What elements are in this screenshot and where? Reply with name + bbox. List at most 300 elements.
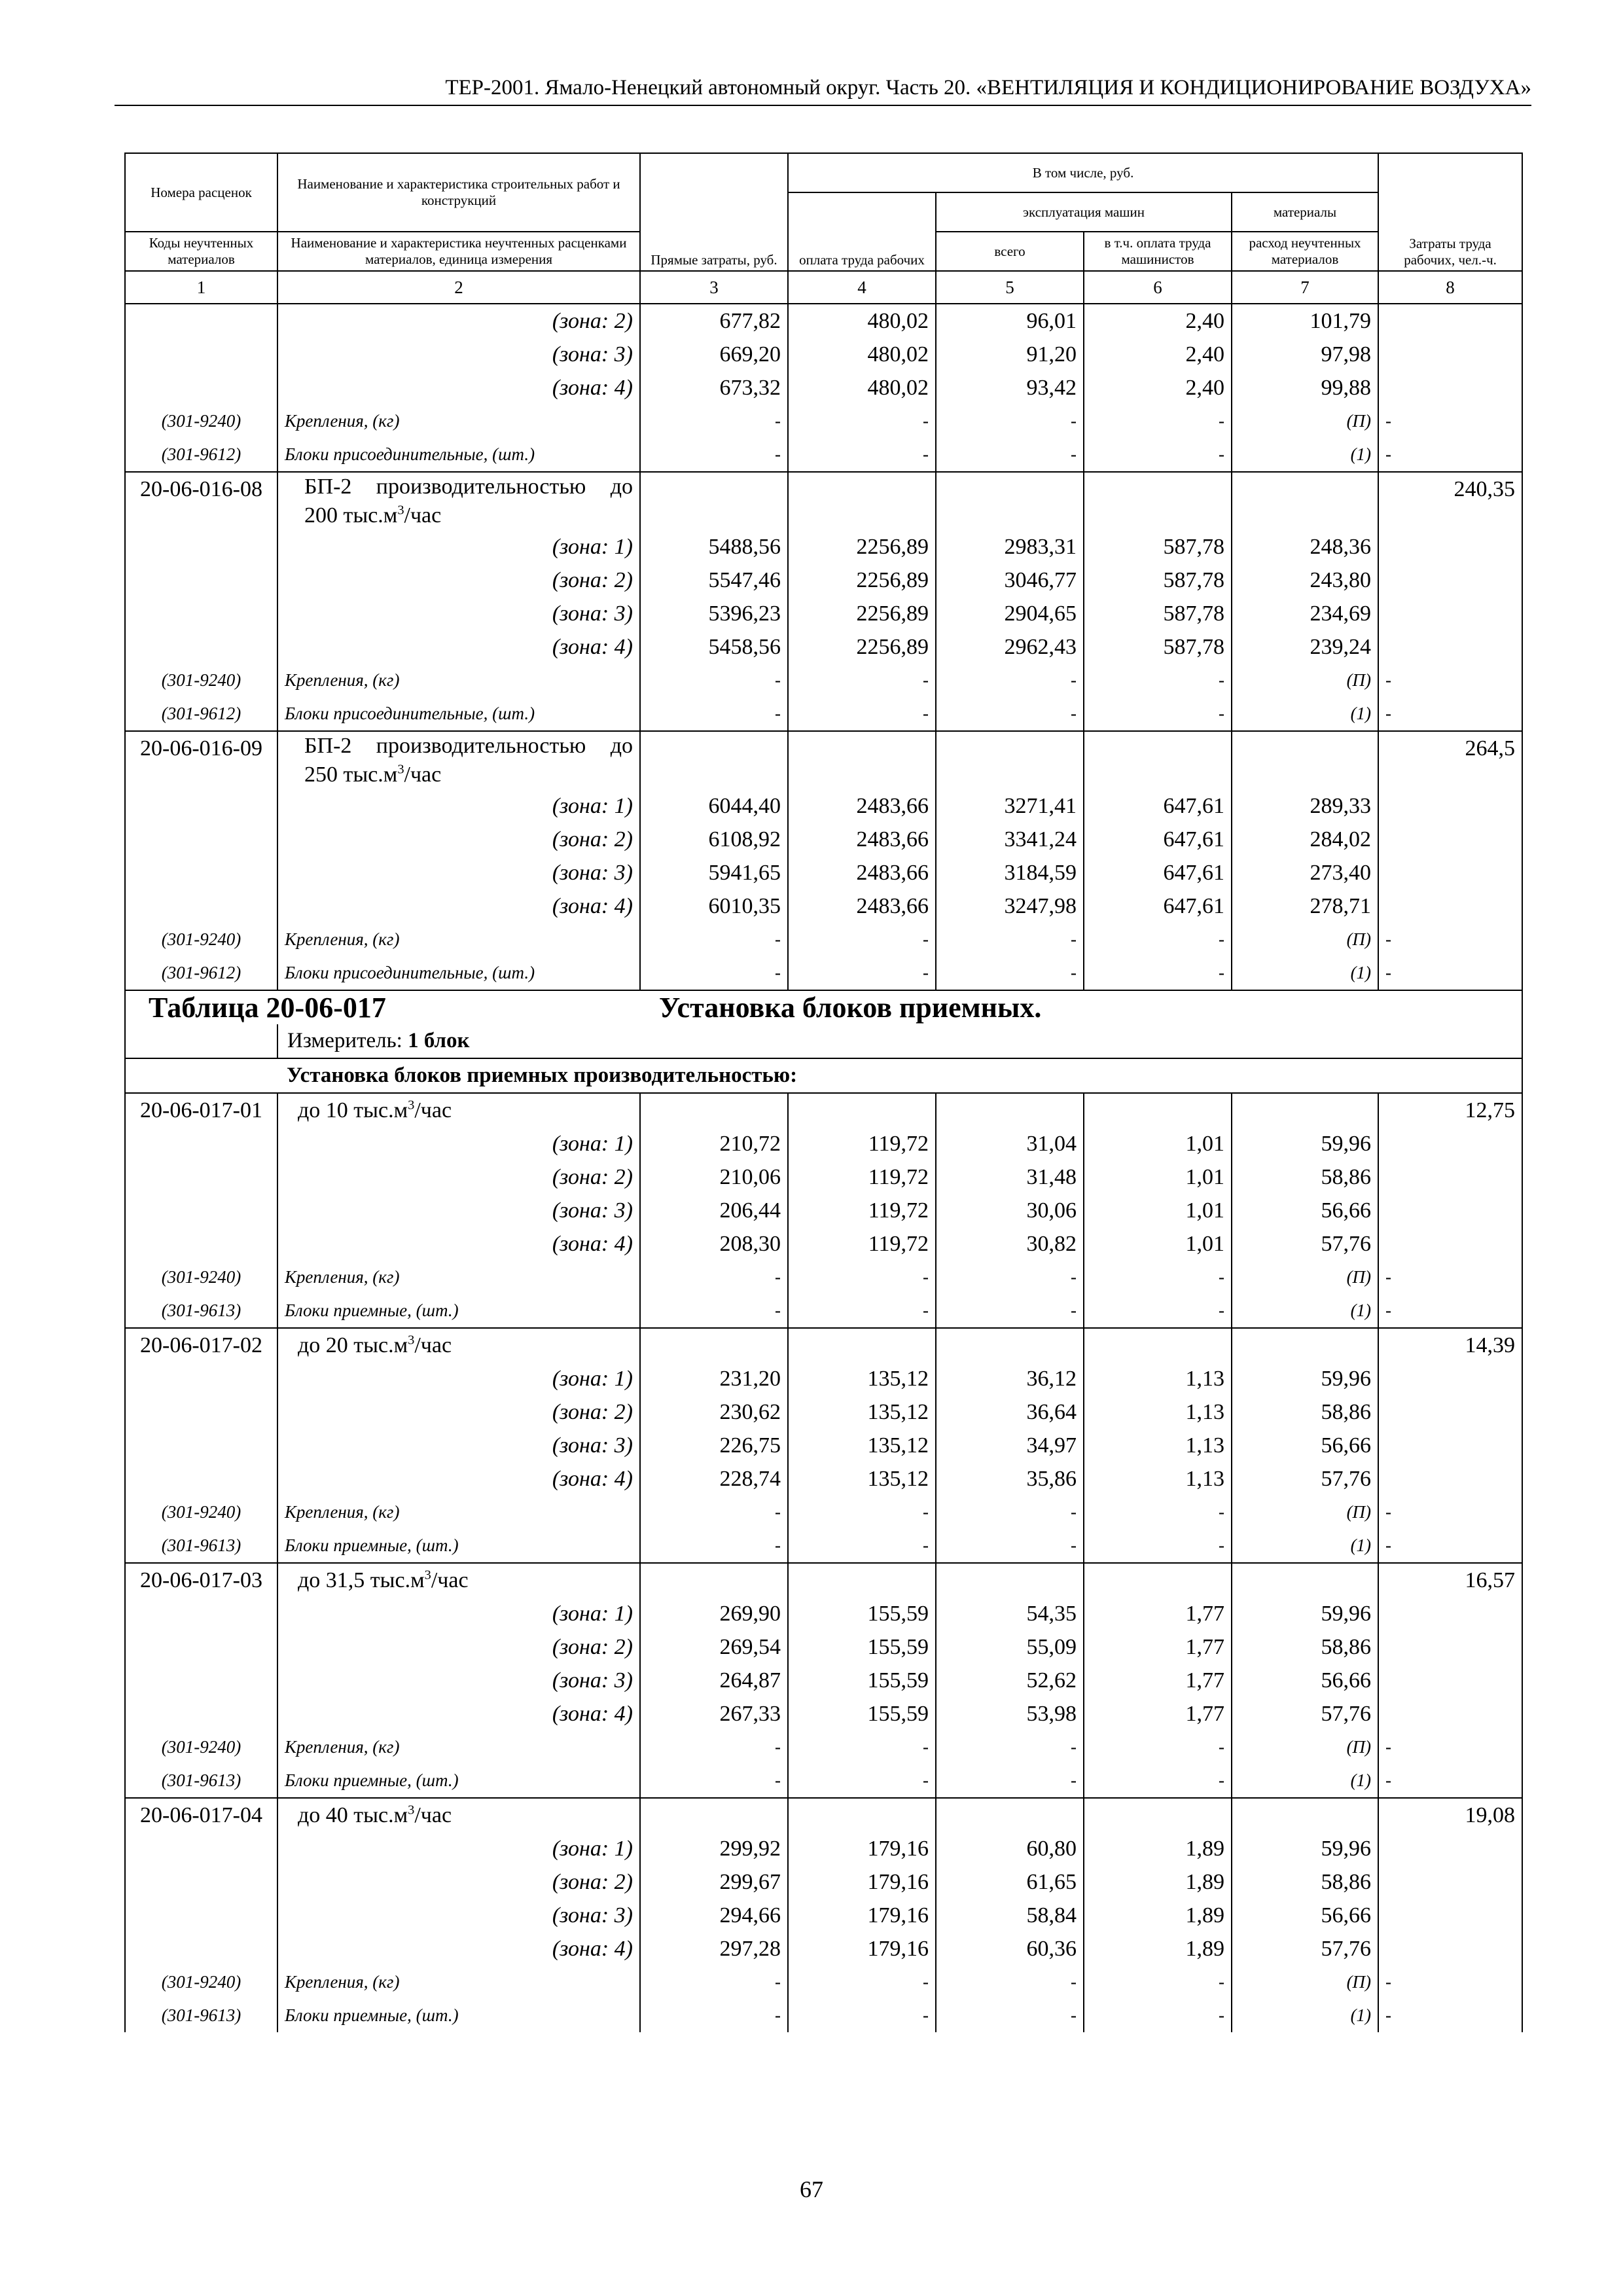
direct-costs: 5396,23 (640, 597, 788, 630)
material-machines: - (936, 1764, 1084, 1798)
operators-pay: 1,77 (1084, 1664, 1232, 1697)
workers-pay: 155,59 (788, 1630, 936, 1664)
workers-pay: 480,02 (788, 371, 936, 404)
machines-total: 3341,24 (936, 823, 1084, 856)
direct-costs: 677,82 (640, 304, 788, 338)
col-head-machines: эксплуатация машин (936, 192, 1232, 232)
machines-total: 60,80 (936, 1832, 1084, 1865)
direct-costs: 294,66 (640, 1899, 788, 1932)
workers-pay: 2483,66 (788, 889, 936, 923)
material-machines: - (936, 1731, 1084, 1764)
empty-cell (936, 1798, 1084, 1832)
materials-cost: 58,86 (1232, 1865, 1378, 1899)
empty-cell (640, 472, 788, 530)
measure-label: Измеритель: (287, 1029, 408, 1052)
machines-total: 2904,65 (936, 597, 1084, 630)
zone-label: (зона: 1) (277, 1127, 640, 1160)
material-direct: - (640, 1496, 788, 1529)
material-name: Блоки присоединительные, (шт.) (277, 438, 640, 472)
material-direct: - (640, 404, 788, 438)
operators-pay: 1,89 (1084, 1865, 1232, 1899)
zone-row (125, 856, 1522, 889)
material-pay: - (788, 404, 936, 438)
material-labor: - (1378, 1764, 1522, 1798)
material-operators: - (1084, 1294, 1232, 1328)
empty-cell (1378, 1664, 1522, 1697)
operators-pay: 647,61 (1084, 789, 1232, 823)
material-machines: - (936, 923, 1084, 956)
workers-pay: 2483,66 (788, 856, 936, 889)
material-row (125, 697, 1522, 731)
rate-row (125, 1328, 1522, 1362)
workers-pay: 119,72 (788, 1160, 936, 1194)
zone-label: (зона: 4) (277, 1697, 640, 1731)
material-use: (1) (1232, 1764, 1378, 1798)
material-labor: - (1378, 1965, 1522, 1999)
rate-description (277, 472, 640, 530)
col-head-direct-costs: Прямые затраты, руб. (640, 153, 788, 271)
workers-pay: 135,12 (788, 1395, 936, 1429)
empty-cell (1378, 1160, 1522, 1194)
empty-cell (1378, 304, 1522, 338)
zone-label: (зона: 3) (277, 1194, 640, 1227)
empty-cell (1084, 1798, 1232, 1832)
zone-label: (зона: 4) (277, 371, 640, 404)
operators-pay: 1,01 (1084, 1160, 1232, 1194)
empty-cell (1378, 564, 1522, 597)
zone-label: (зона: 3) (277, 1899, 640, 1932)
materials-cost: 57,76 (1232, 1227, 1378, 1261)
material-operators: - (1084, 1261, 1232, 1294)
zone-label: (зона: 3) (277, 597, 640, 630)
workers-pay: 135,12 (788, 1429, 936, 1462)
material-row (125, 1261, 1522, 1294)
material-row (125, 404, 1522, 438)
material-name: Крепления, (кг) (277, 1965, 640, 1999)
rate-row (125, 1798, 1522, 1832)
material-machines: - (936, 1261, 1084, 1294)
zone-label: (зона: 2) (277, 304, 640, 338)
empty-cell (640, 1563, 788, 1597)
operators-pay: 587,78 (1084, 530, 1232, 564)
zone-label: (зона: 2) (277, 1395, 640, 1429)
operators-pay: 587,78 (1084, 564, 1232, 597)
zone-label: (зона: 4) (277, 1462, 640, 1496)
material-row (125, 1294, 1522, 1328)
empty-cell (125, 1597, 277, 1630)
machines-total: 34,97 (936, 1429, 1084, 1462)
material-row (125, 1999, 1522, 2032)
material-direct: - (640, 1764, 788, 1798)
zone-row (125, 1630, 1522, 1664)
materials-cost: 59,96 (1232, 1362, 1378, 1395)
zone-row (125, 1932, 1522, 1965)
materials-cost: 248,36 (1232, 530, 1378, 564)
description-unit: /час (414, 1333, 452, 1357)
empty-cell (125, 530, 277, 564)
zone-row (125, 630, 1522, 664)
empty-cell (1084, 731, 1232, 789)
material-machines: - (936, 1496, 1084, 1529)
materials-cost: 57,76 (1232, 1932, 1378, 1965)
machines-total: 54,35 (936, 1597, 1084, 1630)
empty-cell (1084, 1328, 1232, 1362)
zone-row (125, 1462, 1522, 1496)
zone-row (125, 789, 1522, 823)
rate-description (277, 1093, 640, 1127)
empty-cell (1378, 1462, 1522, 1496)
material-operators: - (1084, 438, 1232, 472)
materials-cost: 97,98 (1232, 338, 1378, 371)
col-number: 1 (125, 271, 277, 304)
material-row (125, 438, 1522, 472)
workers-pay: 119,72 (788, 1194, 936, 1227)
material-pay: - (788, 1261, 936, 1294)
materials-cost: 58,86 (1232, 1160, 1378, 1194)
materials-cost: 56,66 (1232, 1429, 1378, 1462)
labor-cost: 16,57 (1378, 1563, 1522, 1597)
col-number: 7 (1232, 271, 1378, 304)
rate-code: 20-06-017-01 (125, 1093, 277, 1127)
empty-cell (788, 472, 936, 530)
material-use: (1) (1232, 1529, 1378, 1563)
workers-pay: 2256,89 (788, 564, 936, 597)
table-017-heading (125, 990, 1522, 1093)
direct-costs: 5941,65 (640, 856, 788, 889)
direct-costs: 673,32 (640, 371, 788, 404)
material-name: Крепления, (кг) (277, 1496, 640, 1529)
description-text: БП-2 производительностью до 250 тыс.м (304, 734, 633, 787)
material-row (125, 1764, 1522, 1798)
empty-cell (936, 1093, 1084, 1127)
empty-cell (1084, 1563, 1232, 1597)
empty-cell (125, 1865, 277, 1899)
material-use: (П) (1232, 404, 1378, 438)
empty-cell (640, 1328, 788, 1362)
materials-cost: 56,66 (1232, 1664, 1378, 1697)
zone-label: (зона: 4) (277, 1932, 640, 1965)
materials-cost: 284,02 (1232, 823, 1378, 856)
zone-row (125, 530, 1522, 564)
zone-label: (зона: 3) (277, 1664, 640, 1697)
materials-cost: 58,86 (1232, 1630, 1378, 1664)
empty-cell (1232, 1328, 1378, 1362)
empty-cell (125, 1194, 277, 1227)
material-direct: - (640, 1731, 788, 1764)
workers-pay: 155,59 (788, 1597, 936, 1630)
material-name: Крепления, (кг) (277, 923, 640, 956)
material-use: (П) (1232, 1261, 1378, 1294)
empty-cell (1378, 823, 1522, 856)
machines-total: 61,65 (936, 1865, 1084, 1899)
material-operators: - (1084, 1965, 1232, 1999)
material-direct: - (640, 438, 788, 472)
empty-cell (640, 731, 788, 789)
col-number: 6 (1084, 271, 1232, 304)
empty-cell (1084, 1093, 1232, 1127)
empty-cell (1232, 1563, 1378, 1597)
material-operators: - (1084, 1999, 1232, 2032)
zone-label: (зона: 2) (277, 564, 640, 597)
workers-pay: 2483,66 (788, 789, 936, 823)
empty-cell (1378, 338, 1522, 371)
empty-cell (1378, 1697, 1522, 1731)
zone-row (125, 1832, 1522, 1865)
measure-value: 1 блок (408, 1029, 470, 1052)
zone-label: (зона: 1) (277, 1832, 640, 1865)
table-caption: Установка блоков приемных. (659, 992, 1042, 1024)
material-direct: - (640, 1999, 788, 2032)
labor-cost: 12,75 (1378, 1093, 1522, 1127)
empty-cell (788, 1328, 936, 1362)
zone-row (125, 304, 1522, 338)
empty-cell (1378, 856, 1522, 889)
material-code: (301-9613) (125, 1764, 277, 1798)
operators-pay: 1,77 (1084, 1597, 1232, 1630)
direct-costs: 264,87 (640, 1664, 788, 1697)
operators-pay: 587,78 (1084, 597, 1232, 630)
material-operators: - (1084, 1731, 1232, 1764)
material-code: (301-9613) (125, 1294, 277, 1328)
material-labor: - (1378, 697, 1522, 731)
empty-cell (1084, 472, 1232, 530)
material-machines: - (936, 438, 1084, 472)
rate-description (277, 1328, 640, 1362)
description-text: до 40 тыс.м (298, 1803, 408, 1827)
material-row (125, 1496, 1522, 1529)
description-unit: /час (404, 762, 442, 787)
zone-label: (зона: 4) (277, 1227, 640, 1261)
materials-cost: 59,96 (1232, 1127, 1378, 1160)
material-use: (1) (1232, 956, 1378, 990)
empty-cell (1378, 1832, 1522, 1865)
description-sup: 3 (408, 1333, 415, 1348)
machines-total: 2983,31 (936, 530, 1084, 564)
rate-row (125, 472, 1522, 530)
machines-total: 3046,77 (936, 564, 1084, 597)
zone-row (125, 1227, 1522, 1261)
col-number: 4 (788, 271, 936, 304)
zone-row (125, 1899, 1522, 1932)
empty-cell (125, 1395, 277, 1429)
zone-row (125, 1395, 1522, 1429)
operators-pay: 647,61 (1084, 856, 1232, 889)
zone-row (125, 1429, 1522, 1462)
direct-costs: 208,30 (640, 1227, 788, 1261)
workers-pay: 179,16 (788, 1899, 936, 1932)
rate-code: 20-06-017-02 (125, 1328, 277, 1362)
materials-cost: 56,66 (1232, 1194, 1378, 1227)
operators-pay: 1,01 (1084, 1227, 1232, 1261)
direct-costs: 231,20 (640, 1362, 788, 1395)
empty-cell (125, 1160, 277, 1194)
material-use: (П) (1232, 1965, 1378, 1999)
machines-total: 91,20 (936, 338, 1084, 371)
direct-costs: 267,33 (640, 1697, 788, 1731)
machines-total: 93,42 (936, 371, 1084, 404)
material-labor: - (1378, 1529, 1522, 1563)
page-number: 67 (800, 2176, 823, 2202)
material-code: (301-9612) (125, 956, 277, 990)
empty-cell (1378, 1932, 1522, 1965)
machines-total: 3184,59 (936, 856, 1084, 889)
material-machines: - (936, 1294, 1084, 1328)
empty-cell (125, 1127, 277, 1160)
workers-pay: 179,16 (788, 1832, 936, 1865)
empty-cell (788, 731, 936, 789)
machines-total: 52,62 (936, 1664, 1084, 1697)
description-sup: 3 (397, 762, 404, 777)
table-header (125, 153, 1522, 304)
material-pay: - (788, 1496, 936, 1529)
col-number: 5 (936, 271, 1084, 304)
material-row (125, 923, 1522, 956)
material-labor: - (1378, 1731, 1522, 1764)
direct-costs: 297,28 (640, 1932, 788, 1965)
material-pay: - (788, 1965, 936, 1999)
zone-label: (зона: 3) (277, 338, 640, 371)
empty-cell (125, 1832, 277, 1865)
description-text: до 10 тыс.м (298, 1098, 408, 1122)
material-use: (П) (1232, 1731, 1378, 1764)
empty-cell (640, 1798, 788, 1832)
workers-pay: 135,12 (788, 1362, 936, 1395)
empty-cell (788, 1563, 936, 1597)
empty-cell (1378, 630, 1522, 664)
materials-cost: 278,71 (1232, 889, 1378, 923)
empty-cell (125, 1429, 277, 1462)
empty-cell (125, 789, 277, 823)
material-code: (301-9240) (125, 1965, 277, 1999)
empty-cell (125, 1462, 277, 1496)
col-head-including: В том числе, руб. (788, 153, 1378, 192)
material-direct: - (640, 1529, 788, 1563)
description-text: до 31,5 тыс.м (298, 1568, 425, 1592)
labor-cost: 19,08 (1378, 1798, 1522, 1832)
empty-cell (125, 630, 277, 664)
machines-total: 2962,43 (936, 630, 1084, 664)
zone-label: (зона: 4) (277, 630, 640, 664)
empty-cell (125, 823, 277, 856)
material-name: Крепления, (кг) (277, 404, 640, 438)
material-labor: - (1378, 1999, 1522, 2032)
material-direct: - (640, 923, 788, 956)
zone-label: (зона: 2) (277, 823, 640, 856)
workers-pay: 119,72 (788, 1127, 936, 1160)
rate-description (277, 1798, 640, 1832)
material-labor: - (1378, 1496, 1522, 1529)
zone-label: (зона: 1) (277, 530, 640, 564)
material-use: (П) (1232, 1496, 1378, 1529)
material-name: Крепления, (кг) (277, 1731, 640, 1764)
operators-pay: 1,13 (1084, 1462, 1232, 1496)
material-row (125, 1731, 1522, 1764)
material-machines: - (936, 664, 1084, 697)
zone-row (125, 1865, 1522, 1899)
empty-cell (1378, 597, 1522, 630)
zone-row (125, 1160, 1522, 1194)
material-labor: - (1378, 438, 1522, 472)
zone-label: (зона: 1) (277, 1362, 640, 1395)
empty-cell (125, 1362, 277, 1395)
zone-label: (зона: 2) (277, 1630, 640, 1664)
material-use: (1) (1232, 438, 1378, 472)
direct-costs: 299,92 (640, 1832, 788, 1865)
empty-cell (125, 304, 277, 338)
zone-row (125, 1194, 1522, 1227)
direct-costs: 6044,40 (640, 789, 788, 823)
empty-cell (125, 371, 277, 404)
direct-costs: 5488,56 (640, 530, 788, 564)
operators-pay: 1,77 (1084, 1697, 1232, 1731)
zone-label: (зона: 2) (277, 1865, 640, 1899)
col-number: 8 (1378, 271, 1522, 304)
col-head-works-name: Наименование и характеристика строительных работ и конструкций (277, 153, 640, 232)
material-row (125, 664, 1522, 697)
materials-cost: 243,80 (1232, 564, 1378, 597)
material-direct: - (640, 1261, 788, 1294)
empty-cell (936, 472, 1084, 530)
operators-pay: 1,77 (1084, 1630, 1232, 1664)
direct-costs: 269,90 (640, 1597, 788, 1630)
empty-cell (1378, 1395, 1522, 1429)
empty-cell (1378, 530, 1522, 564)
material-code: (301-9240) (125, 664, 277, 697)
direct-costs: 6108,92 (640, 823, 788, 856)
empty-cell (640, 1093, 788, 1127)
material-labor: - (1378, 404, 1522, 438)
material-code: (301-9612) (125, 438, 277, 472)
empty-cell (125, 1697, 277, 1731)
machines-total: 36,64 (936, 1395, 1084, 1429)
direct-costs: 299,67 (640, 1865, 788, 1899)
rate-code: 20-06-017-03 (125, 1563, 277, 1597)
materials-cost: 273,40 (1232, 856, 1378, 889)
direct-costs: 5547,46 (640, 564, 788, 597)
operators-pay: 1,01 (1084, 1194, 1232, 1227)
direct-costs: 269,54 (640, 1630, 788, 1664)
material-name: Блоки приемные, (шт.) (277, 1294, 640, 1328)
machines-total: 30,82 (936, 1227, 1084, 1261)
material-machines: - (936, 956, 1084, 990)
direct-costs: 669,20 (640, 338, 788, 371)
empty-cell (125, 1630, 277, 1664)
empty-cell (1378, 889, 1522, 923)
zone-label: (зона: 3) (277, 856, 640, 889)
material-pay: - (788, 923, 936, 956)
materials-cost: 56,66 (1232, 1899, 1378, 1932)
empty-cell (1378, 1597, 1522, 1630)
empty-cell (788, 1798, 936, 1832)
empty-cell (125, 564, 277, 597)
machines-total: 60,36 (936, 1932, 1084, 1965)
operators-pay: 1,13 (1084, 1395, 1232, 1429)
zone-row (125, 1127, 1522, 1160)
materials-cost: 57,76 (1232, 1697, 1378, 1731)
material-name: Блоки приемные, (шт.) (277, 1999, 640, 2032)
empty-cell (125, 1664, 277, 1697)
description-sup: 3 (408, 1803, 415, 1818)
workers-pay: 179,16 (788, 1932, 936, 1965)
empty-cell (936, 1563, 1084, 1597)
description-unit: /час (414, 1803, 452, 1827)
workers-pay: 2256,89 (788, 597, 936, 630)
col-head-workers-pay: оплата труда рабочих (788, 192, 936, 271)
material-pay: - (788, 1764, 936, 1798)
material-code: (301-9240) (125, 1261, 277, 1294)
materials-cost: 101,79 (1232, 304, 1378, 338)
material-row (125, 956, 1522, 990)
